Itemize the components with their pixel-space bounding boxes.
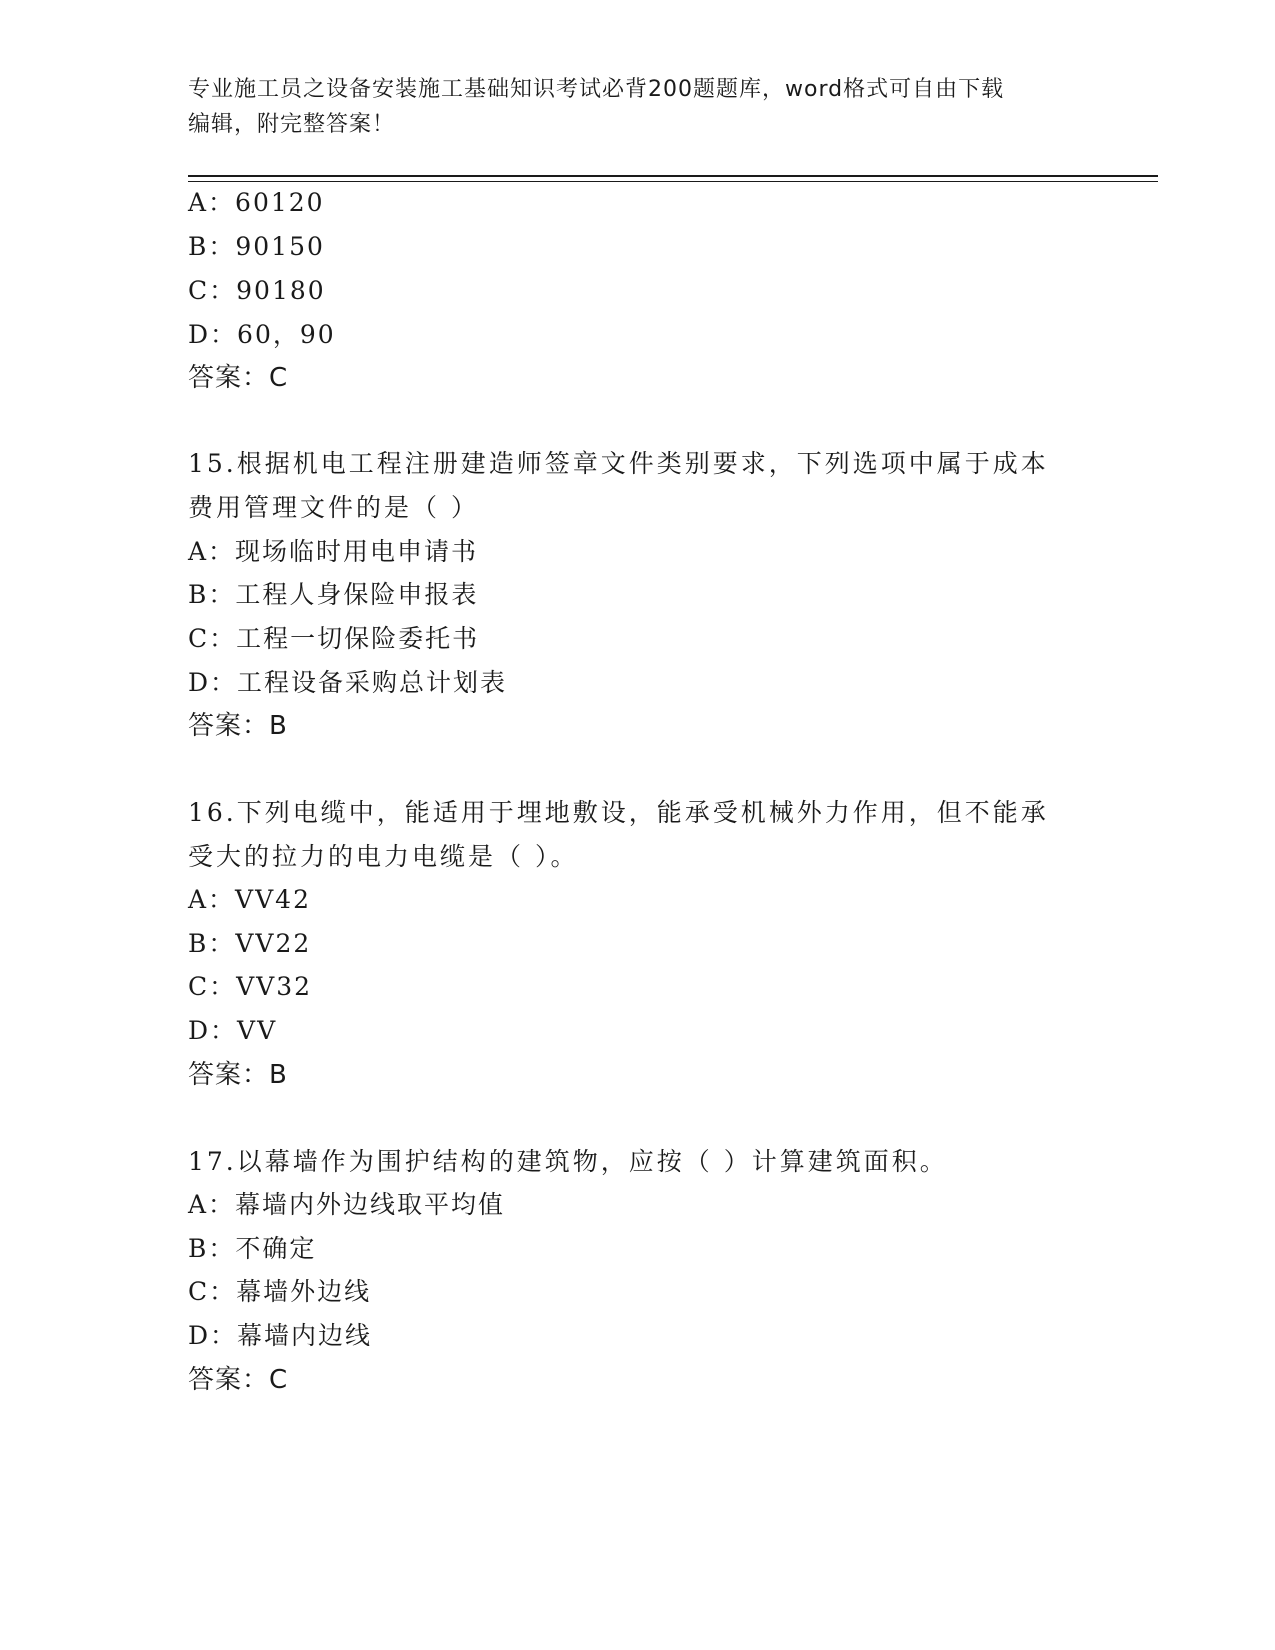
q15-option-a: A：现场临时用电申请书 <box>188 537 479 566</box>
q15-option-d: D：工程设备采购总计划表 <box>188 668 508 697</box>
q14-option-c: C：90180 <box>188 276 326 305</box>
header-line-2: 编辑，附完整答案！ <box>188 112 396 137</box>
q17-answer: 答案：C <box>188 1365 289 1395</box>
q17-option-a: A：幕墙内外边线取平均值 <box>188 1190 506 1219</box>
q16-stem-line-1: 16.下列电缆中，能适用于埋地敷设，能承受机械外力作用，但不能承 <box>188 798 1049 827</box>
q15-stem-line-1: 15.根据机电工程注册建造师签章文件类别要求，下列选项中属于成本 <box>188 449 1049 478</box>
q16-stem-line-2: 受大的拉力的电力电缆是（ ）。 <box>188 842 579 871</box>
q16-option-c: C：VV32 <box>188 972 313 1001</box>
q14-answer: 答案：C <box>188 363 289 393</box>
q15-stem-line-2: 费用管理文件的是（ ） <box>188 493 479 522</box>
header-rule-thick <box>188 175 1158 177</box>
document-header <box>188 72 1068 142</box>
q17-option-d: D：幕墙内边线 <box>188 1321 373 1350</box>
q15-option-b: B：工程人身保险申报表 <box>188 580 479 609</box>
q16-option-b: B：VV22 <box>188 929 312 958</box>
q17-option-c: C：幕墙外边线 <box>188 1277 372 1306</box>
q16-option-d: D：VV <box>188 1016 278 1045</box>
q15-answer: 答案：B <box>188 711 288 741</box>
q16-answer: 答案：B <box>188 1060 288 1090</box>
q14-option-b: B：90150 <box>188 232 325 261</box>
header-line-1: 专业施工员之设备安装施工基础知识考试必背200题题库，word格式可自由下载 <box>188 77 1005 102</box>
q17-option-b: B：不确定 <box>188 1234 317 1263</box>
q14-option-d: D：60，90 <box>188 320 336 349</box>
q14-option-a: A：60120 <box>188 188 325 217</box>
header-rule-thin <box>188 181 1158 182</box>
q15-option-c: C：工程一切保险委托书 <box>188 624 480 653</box>
q16-option-a: A：VV42 <box>188 885 311 914</box>
q17-stem-line-1: 17.以幕墙作为围护结构的建筑物，应按（ ）计算建筑面积。 <box>188 1147 948 1176</box>
